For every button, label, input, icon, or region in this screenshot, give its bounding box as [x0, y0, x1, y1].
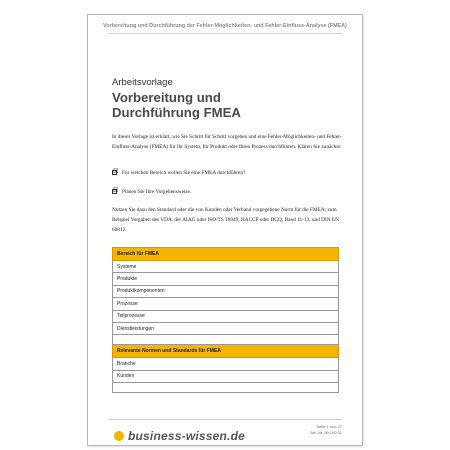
table-cell: Branche: [113, 358, 339, 370]
table-row: [113, 261, 339, 273]
page-info: [310, 424, 342, 436]
table-row: [113, 322, 339, 334]
table-row: [113, 310, 339, 322]
checklist-item-2: [112, 189, 191, 195]
table-cell: Dienstleistungen: [113, 322, 339, 334]
brand-logo: [114, 427, 245, 445]
fmea-table: [112, 247, 339, 393]
document-title: [112, 90, 352, 120]
section-header-cell: Relevante Normen und Standards für FMEA: [113, 345, 339, 358]
table-cell: [113, 335, 339, 345]
norms-paragraph: Nutzen Sie dazu den Standard oder die von Kunden oder Verband vorgegebene Norm für die FMEA; zum Beispiel Vorgaben des VDA, der AIAG oder ISO/TS 16949, HACCP oder DGQ, Band 11-13, und DIN EN 60812.: [112, 207, 339, 233]
table-row: [113, 298, 339, 310]
table-section-header: [113, 248, 339, 261]
running-header: Vorbereitung und Durchführung der Fehler-Möglichkeiten- und Fehler-Einfluss-Analyse (FMEA): [103, 23, 347, 29]
table-cell: Teilprozesse: [113, 310, 339, 322]
article-number: Art.-Nr. 99.100.01: [310, 430, 342, 435]
checkbox-icon: ☒: [113, 168, 119, 175]
table-row: [113, 370, 339, 382]
logo-wordmark: business-wissen.de: [128, 429, 245, 443]
table-row: [113, 273, 339, 285]
table-cell: Prozesse: [113, 298, 339, 310]
document-page: [87, 14, 363, 446]
title-line-1: Vorbereitung und: [112, 90, 221, 105]
table-row: [113, 383, 339, 393]
table-section-header: [113, 345, 339, 358]
header-divider: [108, 33, 342, 34]
table-cell: [113, 383, 339, 393]
table-cell: Produktkomponenten: [113, 285, 339, 297]
checklist-item-label: Planen Sie Ihre Vorgehensweise.: [122, 189, 192, 195]
footer-divider: [108, 419, 342, 420]
table-row: [113, 358, 339, 370]
table-cell: Produkte: [113, 273, 339, 285]
table-row: [113, 335, 339, 345]
checklist-item-1: [112, 170, 245, 176]
title-line-2: Durchführung FMEA: [112, 105, 241, 120]
checkbox-icon: ☒: [113, 187, 119, 194]
table-cell: Kunden: [113, 370, 339, 382]
logo-dot-icon: [114, 431, 124, 441]
page-number: Seite 1 von 27: [316, 424, 342, 429]
intro-paragraph: In dieser Vorlage ist erklärt, wie Sie Schritt für Schritt vorgehen und eine Fehler-Möglichkeiten- und Fehler-Einfluss-Analyse (FMEA) für Ihr System, Ihr Produkt oder Ihren Prozess durchführen. Klären Sie zunächst:: [112, 134, 342, 150]
document-kicker: Arbeitsvorlage: [112, 77, 173, 88]
checklist-item-label: Für welchen Bereich wollen Sie eine FMEA durchführen?: [122, 170, 246, 176]
table-row: [113, 285, 339, 297]
table-cell: Systeme: [113, 261, 339, 273]
section-header-cell: Bereich für FMEA: [113, 248, 339, 261]
